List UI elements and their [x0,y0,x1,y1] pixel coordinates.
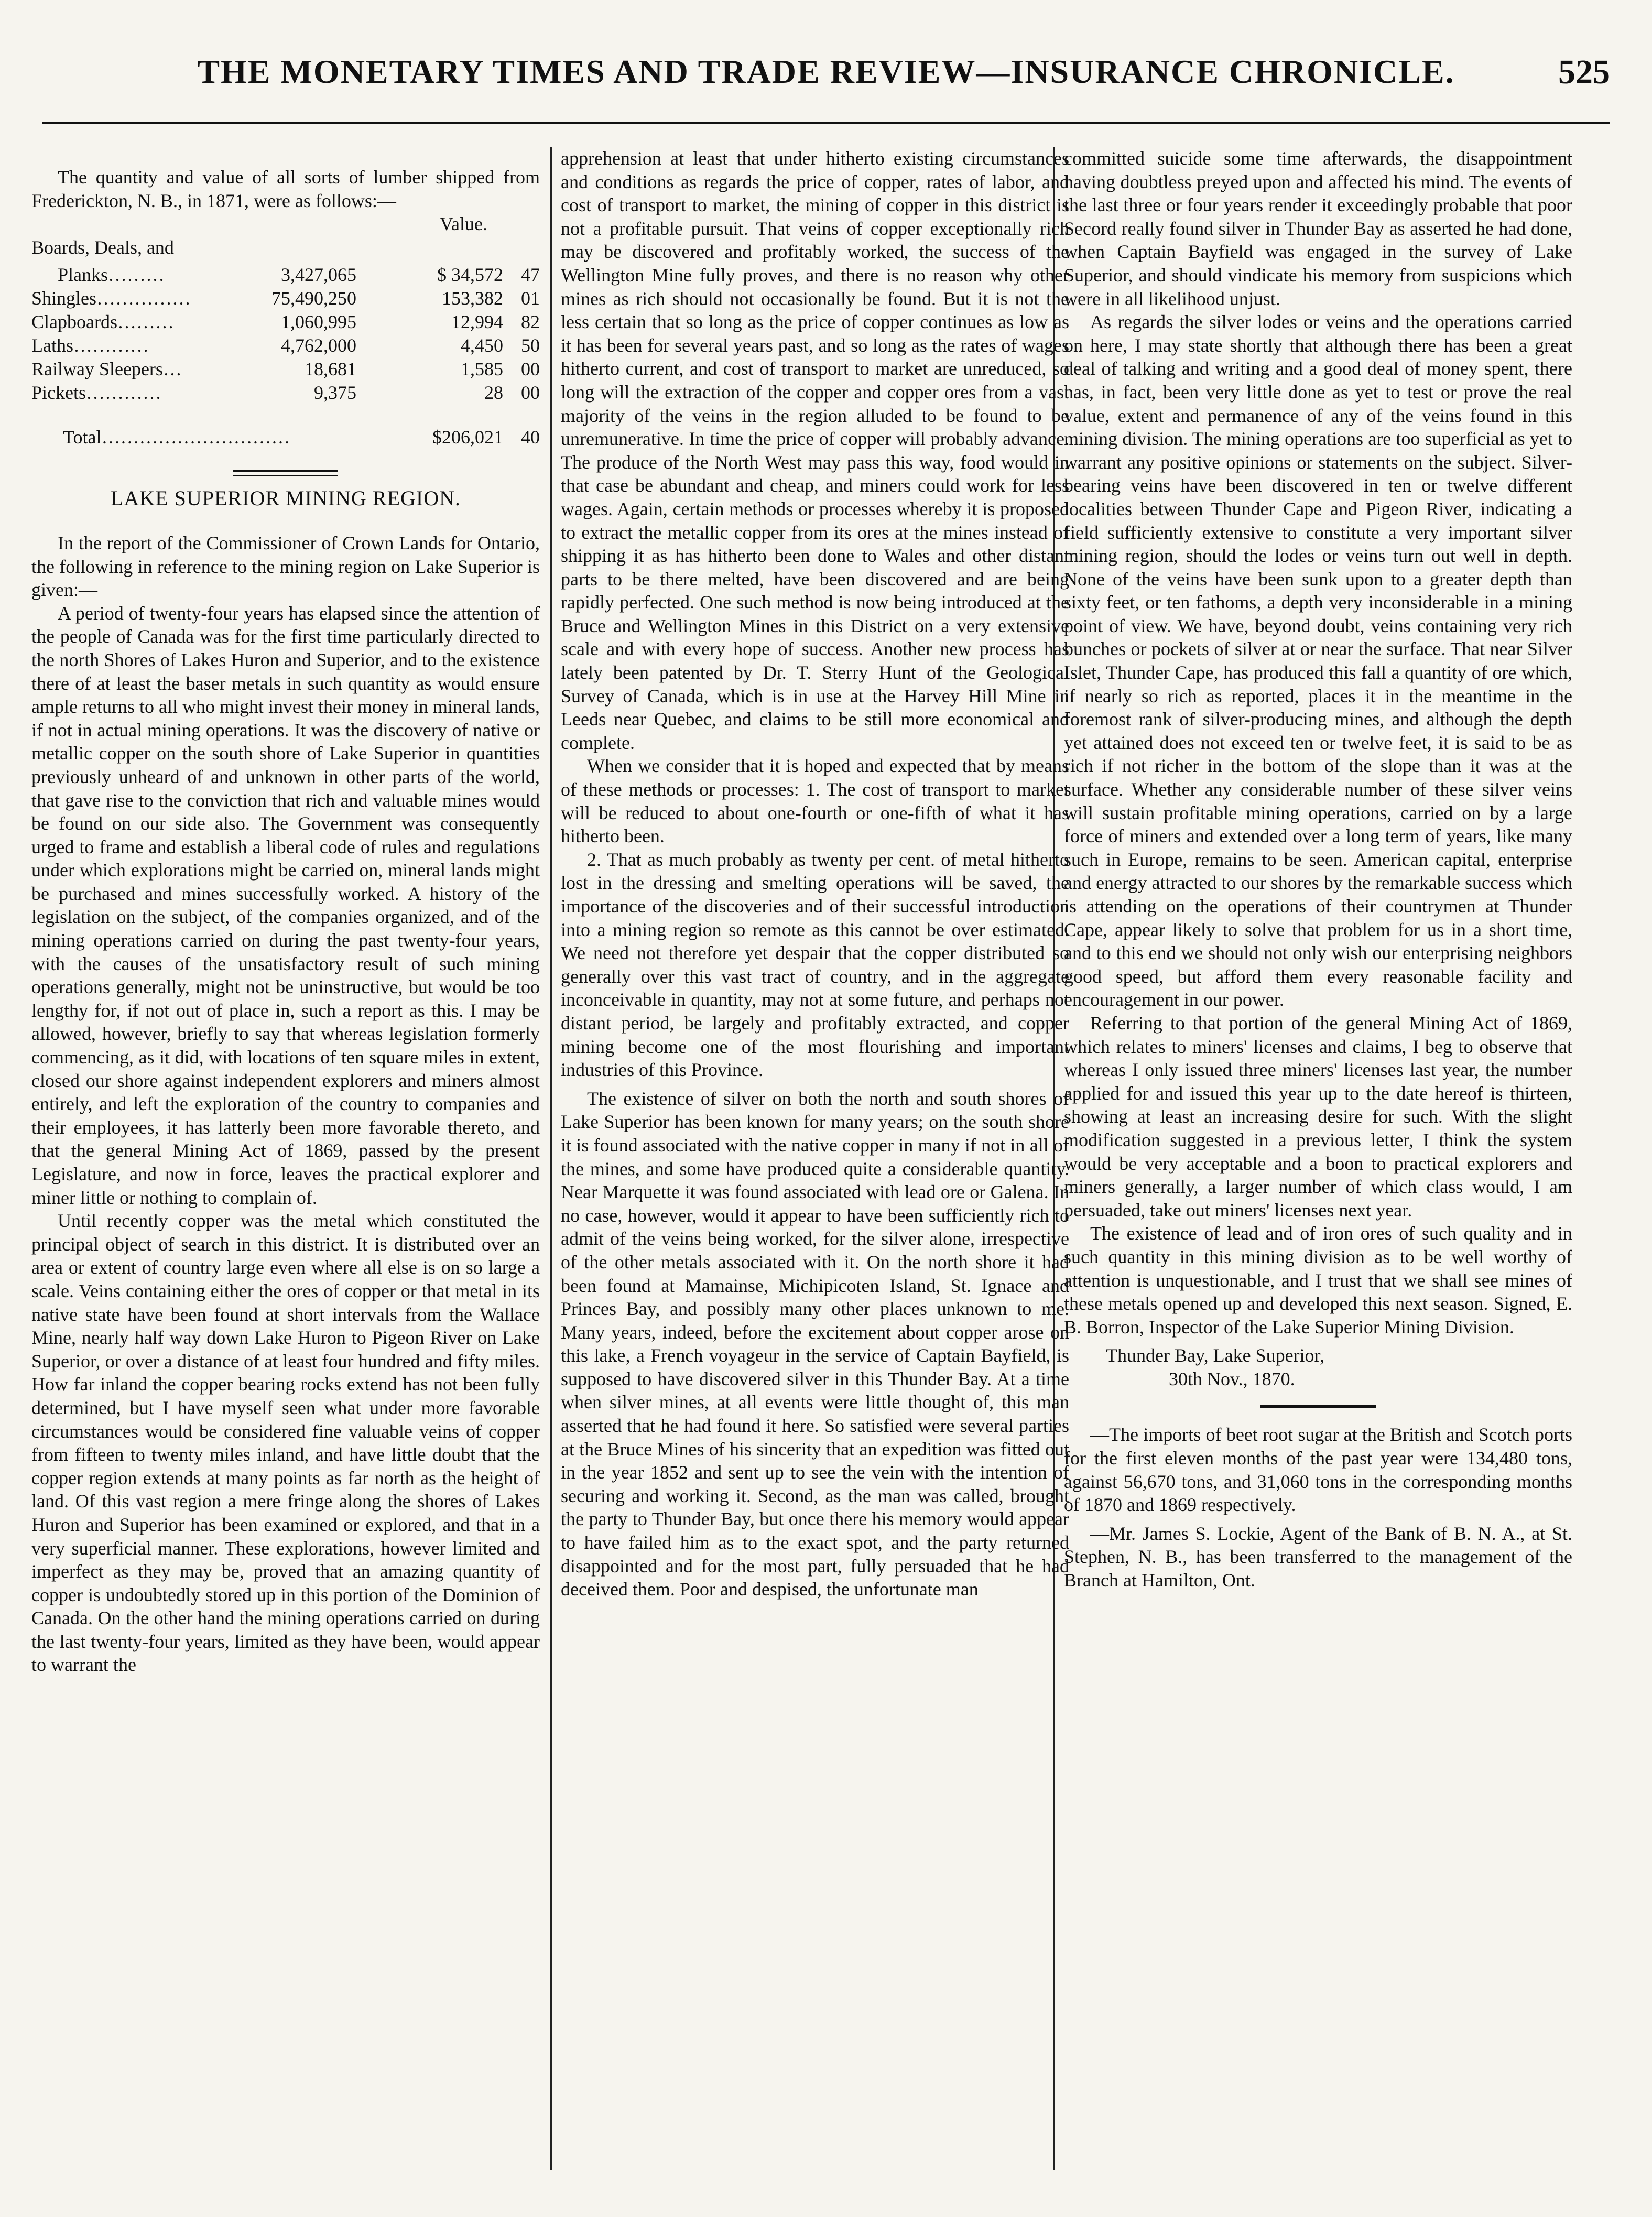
article-paragraph: 2. That as much probably as twenty per cent. of metal hitherto lost in the dressing and smelting operations will be saved, the importance of the discoveries and of their successful introduction into a mining region so remote as this cannot be over estimated. We need not therefore yet despair that the copper distributed so generally over this vast tract of country, and in the aggregate inconceivable in quantity, may not at some future, and perhaps not distant period, be largely and profitably extracted, and copper mining become one of the most flourishing and important industries of this Province. [561,849,1069,1081]
lumber-label: Laths………… [31,335,149,356]
signoff-date: 30th Nov., 1870. [1169,1368,1295,1389]
column-right [1064,147,1572,2191]
table-row [31,310,540,334]
article-paragraph: In the report of the Commissioner of Crown Lands for Ontario, the following in reference to the mining region on Lake Superior is given:— [31,532,540,601]
lumber-label: Shingles…………… [31,288,191,309]
lumber-cents: 82 [521,311,540,333]
signoff-place: Thunder Bay, Lake Superior, [1106,1345,1325,1366]
lumber-value: 12,994 [451,311,503,333]
lumber-cents: 00 [521,382,540,404]
lumber-quantity: 9,375 [314,382,356,404]
article-paragraph: The existence of lead and of iron ores of such quality and in such quantity in this mining division as to be well worthy of attention is unquestionable, and I trust that we shall see mines of these metals opened up and developed this next season. Signed, E. B. Borron, Inspector of the Lake Superior Mining Division. [1064,1223,1572,1338]
table-row [31,381,540,405]
table-row [31,334,540,357]
page-header [42,52,1610,110]
lumber-cents: 00 [521,358,540,380]
lumber-quantity: 4,762,000 [281,335,356,356]
article-paragraph: Referring to that portion of the general Mining Act of 1869, which relates to miners' licenses and claims, I beg to observe that whereas I only issued three miners' licenses last year, the number applied for and issued this year up to the date hereof is thirteen, showing at least an increasing desire for such. With the slight modification suggested in a previous letter, I think the system would be very acceptable and a boon to practical explorers and miners generally, a larger number of which class would, I am persuaded, take out miners' licenses next year. [1064,1012,1572,1221]
column-divider [550,147,552,2170]
lumber-cents: 50 [521,335,540,356]
publication-title: THE MONETARY TIMES AND TRADE REVIEW—INSURANCE CHRONICLE. [197,53,1455,90]
column-left [31,147,540,2191]
article-paragraph: committed suicide some time afterwards, the disappointment having doubtless preyed upon and affected his mind. The events of the last three or four years render it exceedingly probable that poor Secord really found silver in Thunder Bay as asserted he had done, when Captain Bayfield was engaged in the survey of Lake Superior, and should vindicate his memory from suspicions which were in all likelihood unjust. [1064,148,1572,309]
article-paragraph: When we consider that it is hoped and expected that by means of these methods or processes: 1. The cost of transport to market will be reduced to about one-fourth or one-fifth of what it has hitherto been. [561,755,1069,847]
lumber-quantity: 18,681 [305,358,356,380]
lumber-value: $ 34,572 [437,264,503,286]
lumber-label: Railway Sleepers… [31,358,182,380]
lumber-total-value: $206,021 [432,427,503,448]
lumber-cents: 01 [521,288,540,309]
table-row [31,263,540,287]
lumber-total-row [31,405,540,449]
article-paragraph: The existence of silver on both the north and south shores of Lake Superior has been known for many years; on the south shore it is found associated with the native copper in many if not in all of the mines, and some have produced quite a considerable quantity. Near Marquette it was found associated with lead ore or Galena. In no case, however, would it appear to have been sufficiently rich to admit of the veins being worked, for the silver alone, irrespective of the other metals associated with it. On the north shore it had been found at Mamainse, Michipicoten Island, St. Ignace and Princes Bay, and possibly many other places unknown to me. Many years, indeed, before the excitement about copper arose on this lake, a French voyageur in the service of Captain Bayfield, is supposed to have discovered silver in this Thunder Bay. At a time when silver mines, at all events were little thought of, this man asserted that he had found it here. So satisfied were several parties at the Bruce Mines of his sincerity that an expedition was fitted out in the year 1852 and sent up to see the vein with the intention of securing and working it. Second, as the man was called, brought the party to Thunder Bay, but once there his memory would appear to have failed him as to the exact spot, and the party returned disappointed and for the most part, fully persuaded that he had deceived them. Poor and despised, the unfortunate man [561,1088,1069,1600]
table-row [31,357,540,381]
article-title: LAKE SUPERIOR MINING REGION. [111,486,461,510]
lumber-label: Clapboards……… [31,311,174,333]
lumber-total-cents: 40 [521,427,540,448]
article-paragraph: apprehension at least that under hitherto existing circumstances and conditions as regards the price of copper, rates of labor, and cost of transport to market, the mining of copper in this district is not a profitable pursuit. That veins of copper exceptionally rich may be discovered and profitably worked, the success of the Wellington Mine fully proves, and there is no reason why other mines as rich should not occasionally be found. But it is not the less certain that so long as the price of copper continues as low as it has been for several years past, and so long as the rates of wages hitherto current, and cost of transport to market are unreduced, so long will the extraction of the copper and copper ores from a vast majority of the veins in the region alluded to be found to be unremunerative. In time the price of copper will probably advance. The produce of the North West may pass this way, food would in that case be abundant and cheap, and miners could work for less wages. Again, certain methods or processes whereby it is proposed to extract the metallic copper from its ores at the mines instead of shipping it as has hitherto been done to Wales and other distant parts to be there melted, have been discovered and are being rapidly perfected. One such method is now being introduced at the Bruce and Wellington Mines in this District on a very extensive scale and with every hope of success. Another new process has lately been patented by Dr. T. Sterry Hunt of the Geological Survey of Canada, which is in use at the Harvey Hill Mine in Leeds near Quebec, and claims to be still more economical and complete. [561,148,1069,753]
article-paragraph: A period of twenty-four years has elapsed since the attention of the people of Canada was for the first time particularly directed to the north Shores of Lakes Huron and Superior, and to the existence there of at least the baser metals in such quantity as would ensure ample returns to all who might invest their money in mineral lands, if not in actual mining operations. It was the discovery of native or metallic copper on the south shore of Lake Superior in quantities previously unheard of and unknown in other parts of the world, that gave rise to the conviction that rich and valuable mines would be found on our side also. The Government was consequently urged to frame and establish a liberal code of rules and regulations under which explorations might be carried on, mineral lands might be purchased and mines successfully worked. A history of the legislation on the subject, of the companies organized, and of the mining operations carried on during the past twenty-four years, with the causes of the unsatisfactory result of such mining operations generally, might not be uninstructive, but would be too lengthy for, if not out of place in, such a report as this. I may be allowed, however, briefly to say that whereas legislation formerly commencing, as it did, with locations of ten square miles in extent, closed our shore against independent explorers and miners almost entirely, and left the exploration of the country to companies and their employees, it has latterly been more favorable thereto, and that the general Mining Act of 1869, passed by the present Legislature, and now in force, leaves the practical explorer and miner little or nothing to complain of. [31,602,540,1208]
lumber-first-line: Boards, Deals, and [31,236,174,258]
lumber-value-heading: Value. [440,213,487,235]
lumber-quantity: 1,060,995 [281,311,356,333]
section-separator [1260,1405,1376,1408]
lumber-table [31,263,540,449]
lumber-label: Pickets………… [31,382,161,404]
lumber-value: 4,450 [461,335,503,356]
article-paragraph: As regards the silver lodes or veins and the operations carried on here, I may state shortly that although there has been a great deal of talking and writing and a good deal of money spent, there has, in fact, been very little done as yet to test or prove the real value, extent and permanence of any of the veins found in this mining division. The mining operations are too superficial as yet to warrant any positive opinions or statements on the subject. Silver-bearing veins have been discovered in ten or twelve different localities between Thunder Cape and Pigeon River, indicating a field sufficiently extensive to constitute a very important silver mining region, should the lodes or veins turn out well in depth. None of the veins have been sunk upon to a greater depth than sixty feet, or ten fathoms, a depth very inconsiderable in a mining point of view. We have, beyond doubt, veins containing very rich bunches or pockets of silver at or near the surface. That near Silver Islet, Thunder Cape, has produced this fall a quantity of ore which, if nearly so rich as reported, places it in the meantime in the foremost rank of silver-producing mines, and although the depth yet attained does not exceed ten or twelve feet, it is said to be as rich if not richer in the bottom of the slope than it was at the surface. Whether any considerable number of these silver veins will sustain profitable mining operations, carried on by a large force of miners and extended over a long term of years, like many such in Europe, remains to be seen. American capital, enterprise and energy attracted to our shores by the remarkable success which is attending on the operations of their countrymen at Thunder Cape, appear likely to solve that problem for us in a short time, and to this end we should not only wish our enterprising neighbors good speed, but afford them every reasonable facility and encouragement in our power. [1064,311,1572,1010]
lumber-intro: The quantity and value of all sorts of lumber shipped from Frederickton, N. B., in 1871, were as follows:— [31,167,540,211]
lumber-value: 1,585 [461,358,503,380]
lumber-label: Planks……… [58,264,165,286]
news-item-lockie: —Mr. James S. Lockie, Agent of the Bank of B. N. A., at St. Stephen, N. B., has been transferred to the management of the Branch at Hamilton, Ont. [1064,1523,1572,1591]
column-middle [561,147,1069,2191]
article-paragraph: Until recently copper was the metal which constituted the principal object of search in this district. It is distributed over an area or extent of country large even where all else is on so large a scale. Veins containing either the ores of copper or that metal in its native state have been found at short intervals from the Wallace Mine, nearly half way down Lake Huron to Pigeon River on Lake Superior, or over a distance of at least four hundred and fifty miles. How far inland the copper bearing rocks extend has not been fully determined, but I have myself seen what under more favorable circumstances would be considered fine valuable veins of copper from fifteen to twenty miles inland, and have little doubt that the copper region extends at many points as far north as the height of land. Of this vast region a mere fringe along the shores of Lakes Huron and Superior has been examined or explored, and that in a very superficial manner. These explorations, however limited and imperfect as they may be, proved that an amazing quantity of copper is undoubtedly stored up in this portion of the Dominion of Canada. On the other hand the mining operations carried on during the last twenty-four years, limited as they have been, would appear to warrant the [31,1210,540,1676]
lumber-value: 28 [484,382,503,404]
lumber-cents: 47 [521,264,540,286]
table-row [31,287,540,310]
section-separator [233,470,338,476]
lumber-total-label: Total………………………… [63,427,290,448]
page-number: 525 [1558,53,1610,91]
news-item-sugar: —The imports of beet root sugar at the British and Scotch ports for the first eleven months of the past year were 134,480 tons, against 56,670 tons, and 31,060 tons in the corresponding months of 1870 and 1869 respectively. [1064,1424,1572,1516]
lumber-value: 153,382 [442,288,503,309]
lumber-quantity: 3,427,065 [281,264,356,286]
lumber-quantity: 75,490,250 [271,288,356,309]
header-rule [42,122,1610,124]
